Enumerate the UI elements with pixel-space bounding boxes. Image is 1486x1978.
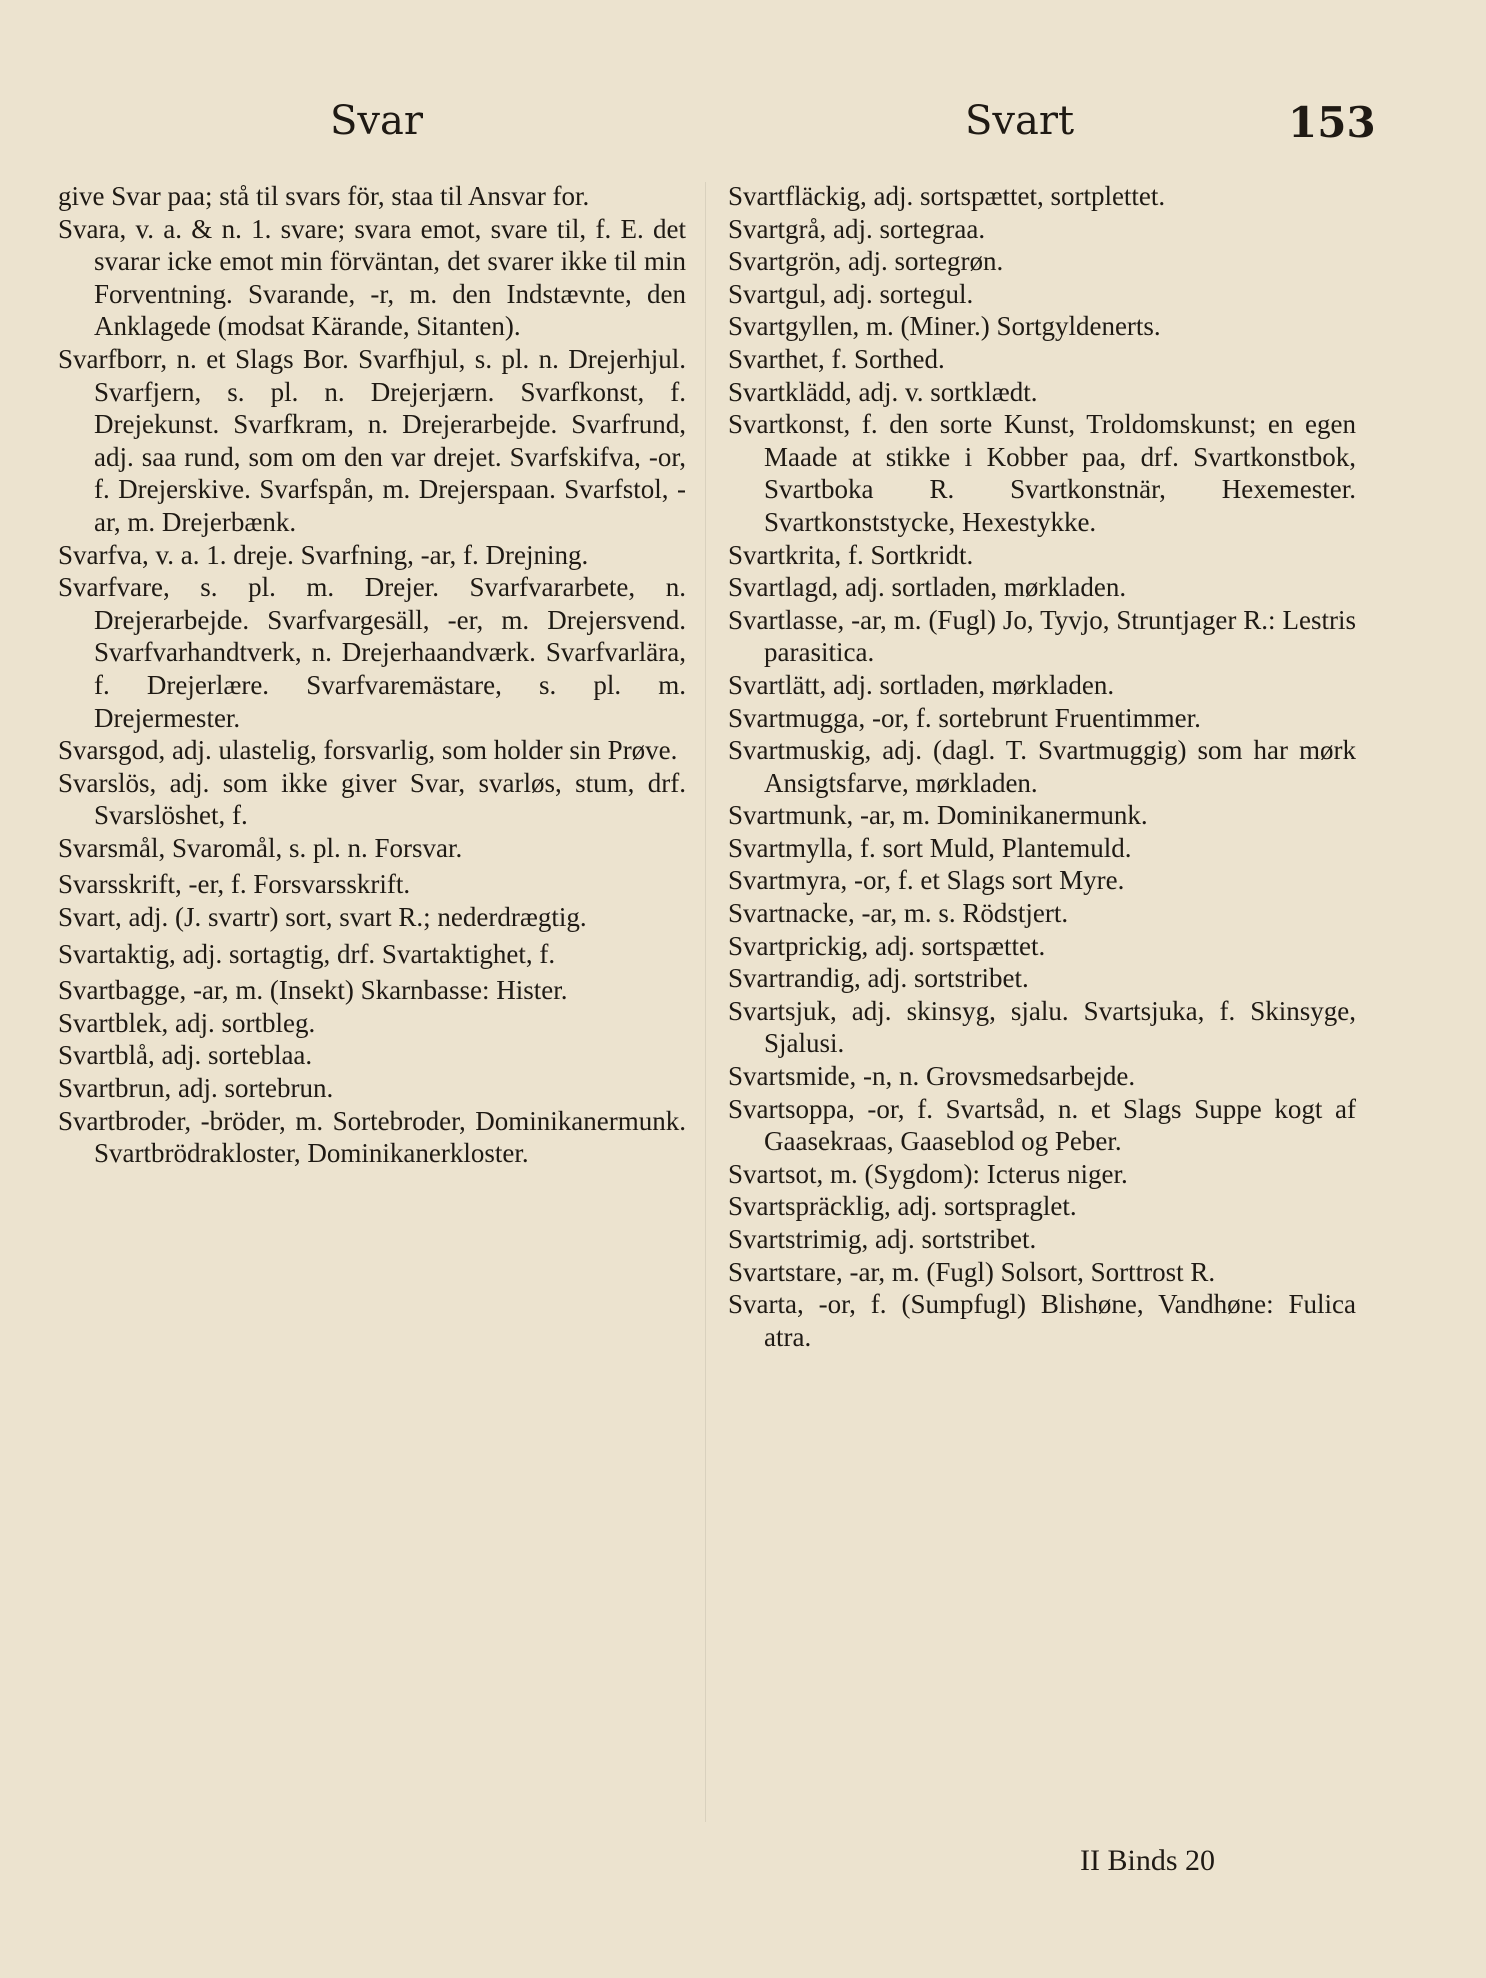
left-column [58, 180, 686, 1170]
entry: Svara, v. a. & n. 1. svare; svara emot, svare til, f. E. det svarar icke emot min förväntan, det svarer ikke til min Forventning. Svarande, -r, m. den Indstævnte, den Anklagede (modsat Kärande, Sitanten). [58, 213, 686, 342]
page-number: 153 [1288, 98, 1376, 147]
entry: Svartlagd, adj. sortladen, mørkladen. [728, 572, 1127, 603]
entry: Svartgyllen, m. (Miner.) Sortgyldenerts. [728, 311, 1161, 342]
entry: Svartbrun, adj. sortebrun. [58, 1073, 334, 1104]
entry: Svartrandig, adj. sortstribet. [728, 963, 1029, 994]
entry: Svartmugga, -or, f. sortebrunt Fruentimmer. [728, 702, 1201, 733]
entry: Svartmylla, f. sort Muld, Plantemuld. [728, 832, 1132, 863]
entry: Svarfvare, s. pl. m. Drejer. Svarfvararbete, n. Drejerarbejde. Svarfvargesäll, -er, m. Drejersvend. Svarfvarhandtverk, n. Drejerhaandværk. Svarfvarlära, f. Drejerlære. Svarfvaremästare, s. pl. m. Drejermester. [58, 572, 686, 733]
entry: Svartgrå, adj. sortegraa. [728, 213, 986, 244]
entry: Svartklädd, adj. v. sortklædt. [728, 376, 1038, 407]
entry: Svartaktig, adj. sortagtig, drf. Svartaktighet, f. [58, 938, 556, 969]
header-left-guideword: Svar [330, 98, 423, 144]
entry: Svarslös, adj. som ikke giver Svar, svarløs, stum, drf. Svarslöshet, f. [58, 767, 686, 831]
entry: Svartspräcklig, adj. sortspraglet. [728, 1191, 1077, 1222]
entry: Svartblek, adj. sortbleg. [58, 1007, 316, 1038]
entry: Svarsgod, adj. ulastelig, forsvarlig, som holder sin Prøve. [58, 735, 678, 766]
right-column [728, 180, 1356, 1353]
entry: Svartlätt, adj. sortladen, mørkladen. [728, 669, 1115, 700]
entry: Svarsskrift, -er, f. Forsvarsskrift. [58, 869, 411, 900]
entry: Svartbroder, -bröder, m. Sortebroder, Dominikanermunk. Svartbrödrakloster, Dominikanerkloster. [58, 1105, 686, 1169]
entry: Svartlasse, -ar, m. (Fugl) Jo, Tyvjo, Struntjager R.: Lestris parasitica. [728, 604, 1356, 668]
entry: Svarfva, v. a. 1. dreje. Svarfning, -ar, f. Drejning. [58, 539, 589, 570]
entry: Svartgrön, adj. sortegrøn. [728, 246, 1004, 277]
column-divider [705, 182, 706, 1822]
entry: Svartsjuk, adj. skinsyg, sjalu. Svartsjuka, f. Skinsyge, Sjalusi. [728, 995, 1356, 1059]
entry: Svartsmide, -n, n. Grovsmedsarbejde. [728, 1061, 1136, 1092]
entry: Svartmuskig, adj. (dagl. T. Svartmuggig) som har mørk Ansigtsfarve, mørkladen. [728, 735, 1356, 798]
page-header [0, 98, 1486, 158]
entry: Svartmunk, -ar, m. Dominikanermunk. [728, 800, 1148, 831]
entry: Svartkonst, f. den sorte Kunst, Troldomskunst; en egen Maade at stikke i Kobber paa, drf. Svartkonstbok, Svartboka R. Svartkonstnär, Hexemester. Svartkonststycke, Hexestykke. [728, 409, 1356, 537]
entry: Svarfborr, n. et Slags Bor. Svarfhjul, s. pl. n. Drejerhjul. Svarfjern, s. pl. n. Drejerjærn. Svarfkonst, f. Drejekunst. Svarfkram, n. Drejerarbejde. Svarfrund, adj. saa rund, som om den var drejet. Svarfskifva, -or, f. Drejerskive. Svarfspån, m. Drejerspaan. Svarfstol, -ar, m. Drejerbænk. [58, 343, 686, 537]
entry: Svartsoppa, -or, f. Svartsåd, n. et Slags Suppe kogt af Gaasekraas, Gaaseblod og Peber. [728, 1093, 1356, 1157]
signature-mark: II Binds 20 [1080, 1844, 1215, 1877]
entry: Svarsmål, Svaromål, s. pl. n. Forsvar. [58, 832, 463, 863]
entry: Svartbagge, -ar, m. (Insekt) Skarnbasse: Hister. [58, 975, 568, 1006]
entry: Svartblå, adj. sorteblaa. [58, 1040, 313, 1071]
entry: Svartmyra, -or, f. et Slags sort Myre. [728, 865, 1125, 896]
entry: Svartkrita, f. Sortkridt. [728, 539, 974, 570]
entry: Svartsot, m. (Sygdom): Icterus niger. [728, 1158, 1128, 1189]
entry: Svartprickig, adj. sortspættet. [728, 930, 1046, 961]
entry: Svartfläckig, adj. sortspættet, sortplettet. [728, 181, 1166, 211]
entry: give Svar paa; stå til svars för, staa til Ansvar for. [58, 181, 590, 211]
entry: Svartstare, -ar, m. (Fugl) Solsort, Sorttrost R. [728, 1256, 1216, 1287]
entry: Svart, adj. (J. svartr) sort, svart R.; nederdrægtig. [58, 902, 587, 933]
entry: Svartnacke, -ar, m. s. Rödstjert. [728, 898, 1069, 929]
entry: Svartstrimig, adj. sortstribet. [728, 1224, 1037, 1254]
entry: Svarthet, f. Sorthed. [728, 343, 945, 374]
entry: Svarta, -or, f. (Sumpfugl) Blishøne, Vandhøne: Fulica atra. [728, 1289, 1356, 1352]
header-right-guideword: Svart [965, 98, 1075, 144]
entry: Svartgul, adj. sortegul. [728, 278, 974, 309]
